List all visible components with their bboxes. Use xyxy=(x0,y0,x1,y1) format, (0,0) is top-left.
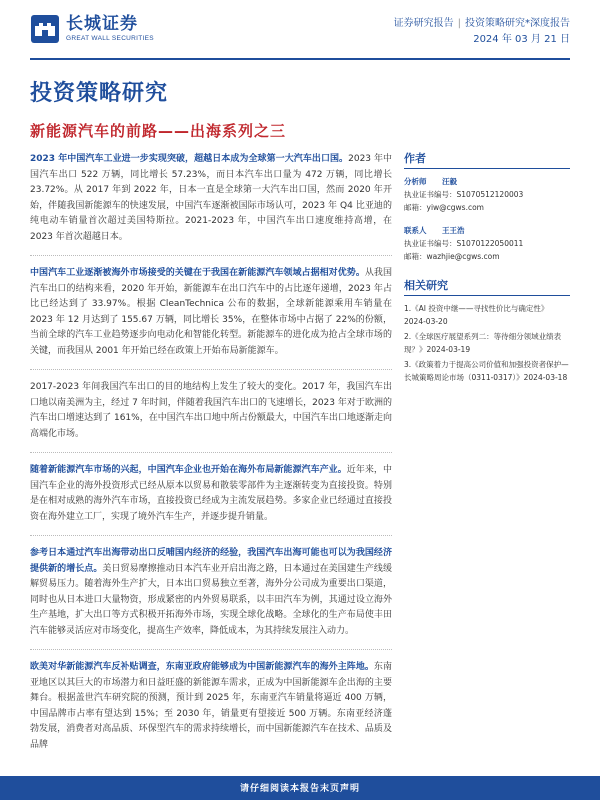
related-heading: 相关研究 xyxy=(404,277,570,296)
report-header xyxy=(0,0,600,62)
logo-name-cn: 长城证券 xyxy=(66,14,138,34)
paragraph-lead: 中国汽车工业逐渐被海外市场接受的关键在于我国在新能源汽车领域占据相对优势。 xyxy=(30,268,365,278)
paragraph-body: 美日贸易摩擦推动日本汽车业开启出海之路，日本通过在美国建生产线缓解贸易压力。随着海外生产扩大，日本出口贸易独立至著，海外分公司成为重要出口渠道，同时也从日本进口大量物资，形成紧密的内外贸易联系，以丰田汽车为例，其通过设立海外生产基地，扩大出口等方式积极开拓海外市场，实现全球化战略。全球化的生产布局使丰田汽车能够灵活应对市场变化，提高生产效率，降低成本，为其持续发展注入动力。 xyxy=(30,563,392,636)
report-meta: 证券研究报告 | 投资策略研究*深度报告 2024 年 03 月 21 日 xyxy=(394,16,570,48)
report-category: 投资策略研究*深度报告 xyxy=(465,18,570,29)
paragraph-4 xyxy=(30,463,392,525)
paragraph-5 xyxy=(30,546,392,639)
author-1 xyxy=(404,175,570,214)
related-item[interactable]: 1.《AI 投资中继——寻找性价比与确定性》2024-03-20 xyxy=(404,304,549,326)
author-name: 王王浩 xyxy=(442,226,465,235)
paragraph-divider xyxy=(30,535,392,536)
paragraph-body: 从我国汽车出口的结构来看，2020 年开始，新能源车在出口汽车中的占比逐年递增，2023 年占比已经达到了 33.97%。根据 CleanTechnica 公布的数据，全球新能源乘用车销量在 2023 年 12 月达到了 155.67 万辆，同比增长 35%，在整体市场中占据了 22%的份额，当前全球的汽车工业趋势逐步向电动化和智能化转型。新能源车的进化成为抢占全球市场的关键，而我国从 2001 年开始已经在政策上开始布局新能源车。 xyxy=(30,268,392,356)
page-footer xyxy=(0,776,600,800)
paragraph-lead: 欧美对华新能源汽车反补贴调查，东南亚政府能够成为中国新能源汽车的海外主阵地。 xyxy=(30,662,374,672)
paragraph-6 xyxy=(30,660,392,753)
footer-disclaimer: 请仔细阅读本报告末页声明 xyxy=(239,784,360,794)
paragraph-3 xyxy=(30,380,392,442)
paragraph-1 xyxy=(30,152,392,245)
paragraph-divider xyxy=(30,369,392,370)
author-email[interactable]: 邮箱：yiw@cgws.com xyxy=(404,203,484,212)
authors-heading: 作者 xyxy=(404,150,570,169)
paragraph-body: 近年来，中国汽车企业的海外投资形式已经从原本以贸易和散装零部件为主逐渐转变为直接投资。特别是在相对成熟的海外汽车市场，直接投资已经成为主流发展趋势。多家企业已经通过直接投资在海外建立工厂，实现了境外汽车生产，并逐步提升销量。 xyxy=(30,465,392,522)
author-cert: 执业证书编号：S1070512120003 xyxy=(404,190,524,199)
paragraph-divider xyxy=(30,649,392,650)
paragraph-divider xyxy=(30,452,392,453)
related-item[interactable]: 2.《全球医疗展望系列二：等待细分领域业绩表现？》2024-03-19 xyxy=(404,332,562,354)
paragraph-2 xyxy=(30,266,392,359)
paragraph-divider xyxy=(30,255,392,256)
paragraph-body: 2023 年中国汽车出口 522 万辆，同比增长 57.23%，而日本汽车出口量为 472 万辆，同比增长 23.72%。从 2017 年到 2022 年，日本一直是全球第一大汽车出口国，然而 2020 年开始，伴随我国新能源车的快速发展，中国汽车逐渐被国际市场认可，2023 年 Q4 比亚迪的纯电动车销量首次超过美国特斯拉。2021-2023 年，中国汽车出口速度维持高增，在 2023 年首次超越日本。 xyxy=(30,154,393,242)
header-divider xyxy=(30,58,570,60)
paragraph-lead: 随着新能源汽车市场的兴起，中国汽车企业也开始在海外布局新能源汽车产业。 xyxy=(30,465,347,475)
author-name: 汪毅 xyxy=(442,177,457,186)
sub-title: 新能源汽车的前路——出海系列之三 xyxy=(30,122,287,140)
great-wall-logo-icon xyxy=(30,14,60,44)
author-2 xyxy=(404,224,570,263)
related-item[interactable]: 3.《政策着力于提高公司价值和加强投资者保护—长城策略周论市场（0311-0317）》2024-03-18 xyxy=(404,360,569,382)
logo-name-en: GREAT WALL SECURITIES xyxy=(66,35,154,42)
main-title: 投资策略研究 xyxy=(30,81,169,106)
author-email[interactable]: 邮箱：wazhjie@cgws.com xyxy=(404,252,500,261)
company-logo xyxy=(30,14,154,44)
paragraph-lead: 参考日本通过汽车出海带动出口反哺国内经济的经验，我国汽车出海可能也可以为我国经济提供新的增长点。 xyxy=(30,548,392,574)
author-role: 分析师 xyxy=(404,177,427,186)
paragraph-lead: 2023 年中国汽车工业进一步实现突破，超越日本成为全球第一大汽车出口国。 xyxy=(30,154,349,164)
summary-body xyxy=(30,152,392,763)
author-role: 联系人 xyxy=(404,226,427,235)
author-cert: 执业证书编号：S1070122050011 xyxy=(404,239,524,248)
report-type: 证券研究报告 xyxy=(393,18,454,29)
paragraph-body: 东南亚地区以其巨大的市场潜力和日益旺盛的新能源车需求，正成为中国新能源车企出海的主要舞台。根据盖世汽车研究院的预测，预计到 2025 年，东南亚汽车销量将逼近 400 万辆，中国品牌市占率有望达到 15%；至 2030 年，销量更有望接近 500 万辆。东南亚经济蓬勃发展，消费者对高品质、环保型汽车的需求持续增长，而中国新能源汽车在技术、品质及品牌 xyxy=(30,662,392,750)
sidebar xyxy=(404,150,570,386)
report-date: 2024 年 03 月 21 日 xyxy=(473,34,570,45)
paragraph-body: 2017-2023 年间我国汽车出口的目的地结构上发生了较大的变化。2017 年，我国汽车出口地以南美洲为主，经过 7 年时间，伴随着我国汽车出口的飞速增长，2023 年对于欧洲的汽车出口增速达到了 161%，在中国汽车出口地中所占份额最大，中国汽车出口地逐渐走向高端化市场。 xyxy=(30,382,392,439)
